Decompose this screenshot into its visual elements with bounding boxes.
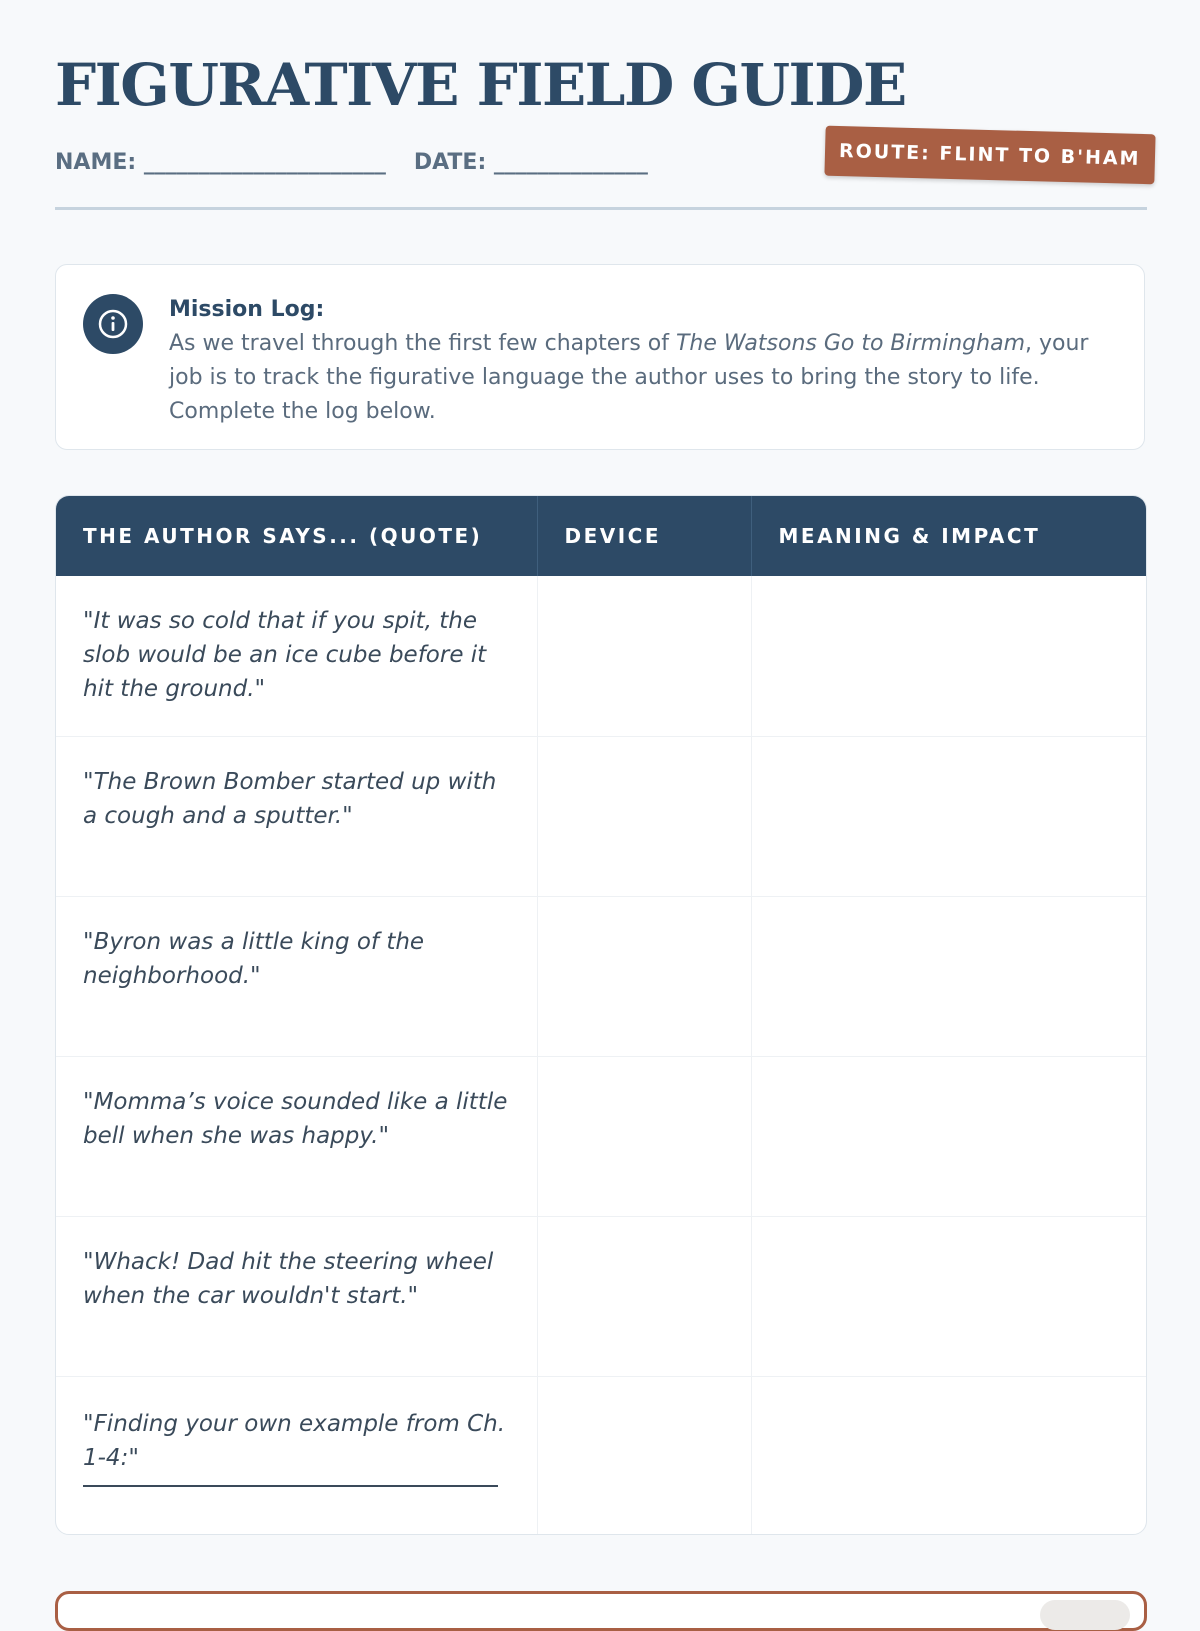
meaning-cell[interactable] [751, 576, 1146, 736]
column-header-quote: THE AUTHOR SAYS... (QUOTE) [56, 496, 537, 576]
quote-cell [56, 1376, 537, 1535]
book-title: The Watsons Go to Birmingham [675, 331, 1025, 356]
device-cell[interactable] [537, 1216, 751, 1376]
table-row [56, 736, 1146, 896]
quote-text: "The Brown Bomber started up with a cough and a sputter." [83, 768, 497, 829]
meaning-cell[interactable] [751, 1216, 1146, 1376]
quote-cell [56, 1056, 537, 1216]
column-header-meaning: MEANING & IMPACT [751, 496, 1146, 576]
device-cell[interactable] [537, 736, 751, 896]
student-info-row [55, 150, 648, 175]
quote-text [56, 1377, 537, 1487]
quote-text: "Byron was a little king of the neighborhood." [83, 928, 425, 989]
device-cell[interactable] [537, 576, 751, 736]
meaning-cell[interactable] [751, 1376, 1146, 1535]
next-section-card [55, 1591, 1147, 1631]
table-row [56, 896, 1146, 1056]
mission-text-before: As we travel through the first few chapters of [169, 331, 676, 356]
table-row [56, 1056, 1146, 1216]
column-header-device: DEVICE [537, 496, 751, 576]
table-row [56, 1216, 1146, 1376]
quote-cell [56, 896, 537, 1056]
name-field[interactable]: NAME: ______________________ [55, 150, 386, 175]
page-title: FIGURATIVE FIELD GUIDE [55, 51, 906, 119]
meaning-cell[interactable] [751, 896, 1146, 1056]
figurative-language-table [55, 495, 1147, 1535]
quote-text: "It was so cold that if you spit, the slob would be an ice cube before it hit the ground." [83, 608, 487, 702]
device-cell[interactable] [537, 1376, 751, 1535]
quote-cell [56, 1216, 537, 1376]
quote-text: "Momma’s voice sounded like a little bell when she was happy." [83, 1088, 508, 1149]
quote-cell [56, 576, 537, 736]
date-field[interactable]: DATE: ______________ [413, 150, 648, 175]
info-icon [83, 294, 143, 354]
meaning-cell[interactable] [751, 1056, 1146, 1216]
header-divider [55, 207, 1147, 210]
route-badge: ROUTE: FLINT TO B'HAM [824, 126, 1155, 185]
own-example-answer-line[interactable] [83, 1485, 498, 1487]
mission-log-label: Mission Log: [169, 297, 325, 322]
next-section-pill [1040, 1600, 1130, 1630]
device-cell[interactable] [537, 896, 751, 1056]
quote-text: "Whack! Dad hit the steering wheel when the car wouldn't start." [83, 1248, 494, 1309]
own-example-prompt: "Finding your own example from Ch. 1-4:" [83, 1410, 506, 1471]
table-row [56, 1376, 1146, 1535]
device-cell[interactable] [537, 1056, 751, 1216]
meaning-cell[interactable] [751, 736, 1146, 896]
table-row [56, 576, 1146, 736]
mission-log-text [169, 293, 1119, 429]
mission-text-after: , your job is to track the figurative language the author uses to bring the story to life. Complete the log below. [169, 331, 1089, 424]
mission-log-card [55, 264, 1145, 450]
quote-cell [56, 736, 537, 896]
